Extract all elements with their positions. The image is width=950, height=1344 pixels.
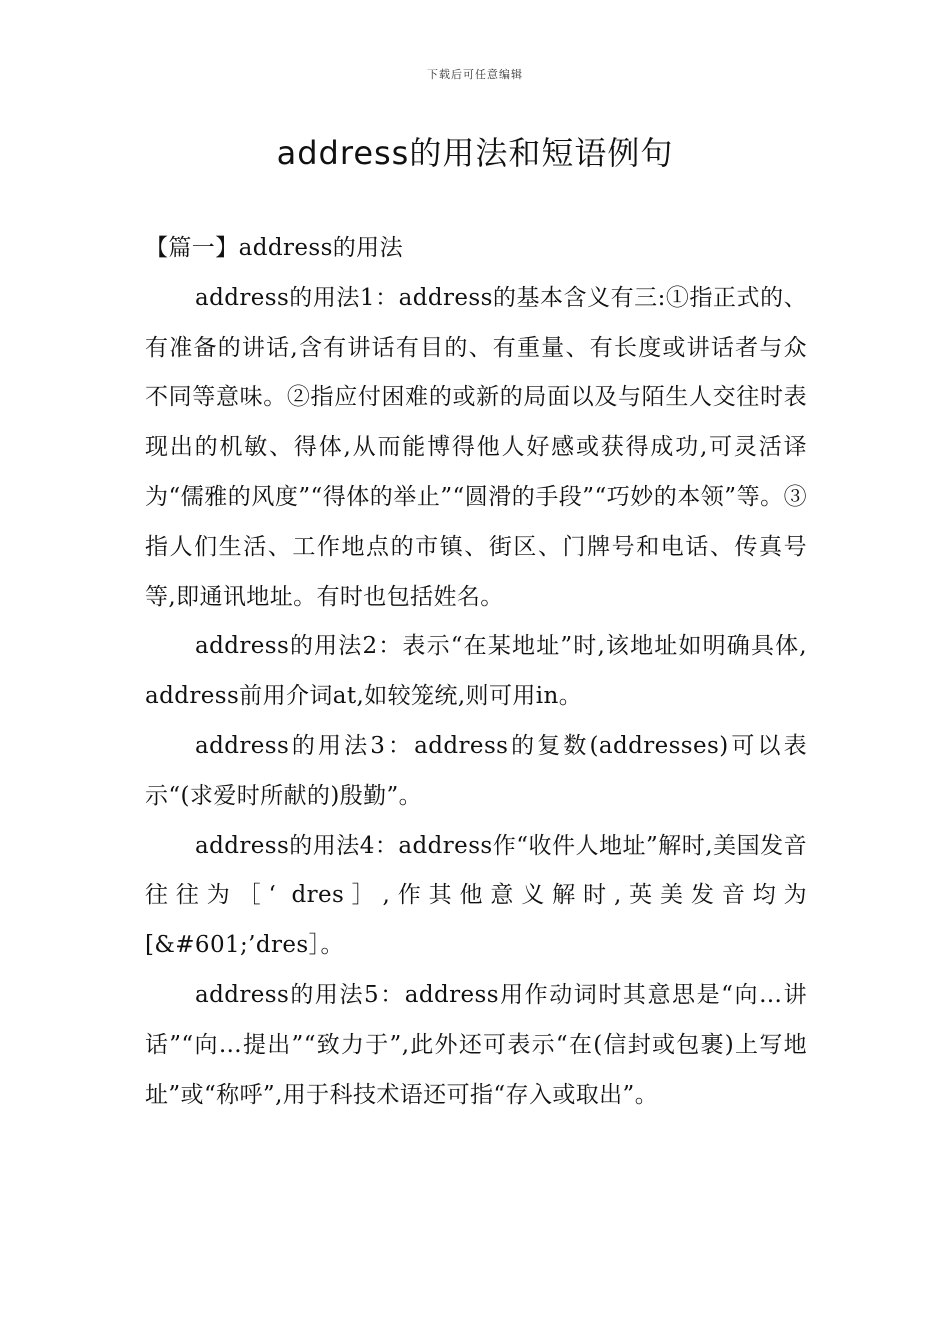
paragraph-usage-3: address的用法3：address的复数(addresses)可以表示“(求爱时所献的)殷勤”。 — [145, 732, 807, 809]
document-body — [145, 224, 807, 1120]
paragraph-usage-5: address的用法5：address用作动词时其意思是“向…讲话”“向…提出”“致力于”,此外还可表示“在(信封或包裹)上写地址”或“称呼”,用于科技术语还可指“存入或取出”。 — [145, 981, 807, 1108]
paragraph-usage-2: address的用法2：表示“在某地址”时,该地址如明确具体, address前用介词at,如较笼统,则可用in。 — [145, 633, 807, 710]
section-heading: 【篇一】address的用法 — [145, 235, 403, 261]
paragraph-usage-1: address的用法1：address的基本含义有三:①指正式的、有准备的讲话,含有讲话有目的、有重量、有长度或讲话者与众不同等意味。②指应付困难的或新的局面以及与陌生人交往时表现出的机敏、得体,从而能博得他人好感或获得成功,可灵活译为“儒雅的风度”“得体的举止”“圆滑的手段”“巧妙的本领”等。③指人们生活、工作地点的市镇、街区、门牌号和电话、传真号等,即通讯地址。有时也包括姓名。 — [145, 284, 807, 610]
header-note: 下载后可任意编辑 — [427, 68, 523, 81]
page-title: address的用法和短语例句 — [276, 134, 674, 172]
paragraph-usage-4: address的用法4：address作“收件人地址”解时,美国发音往往为［‘ dres］,作其他意义解时,英美发音均为[&#601;’dres］。 — [145, 832, 807, 959]
